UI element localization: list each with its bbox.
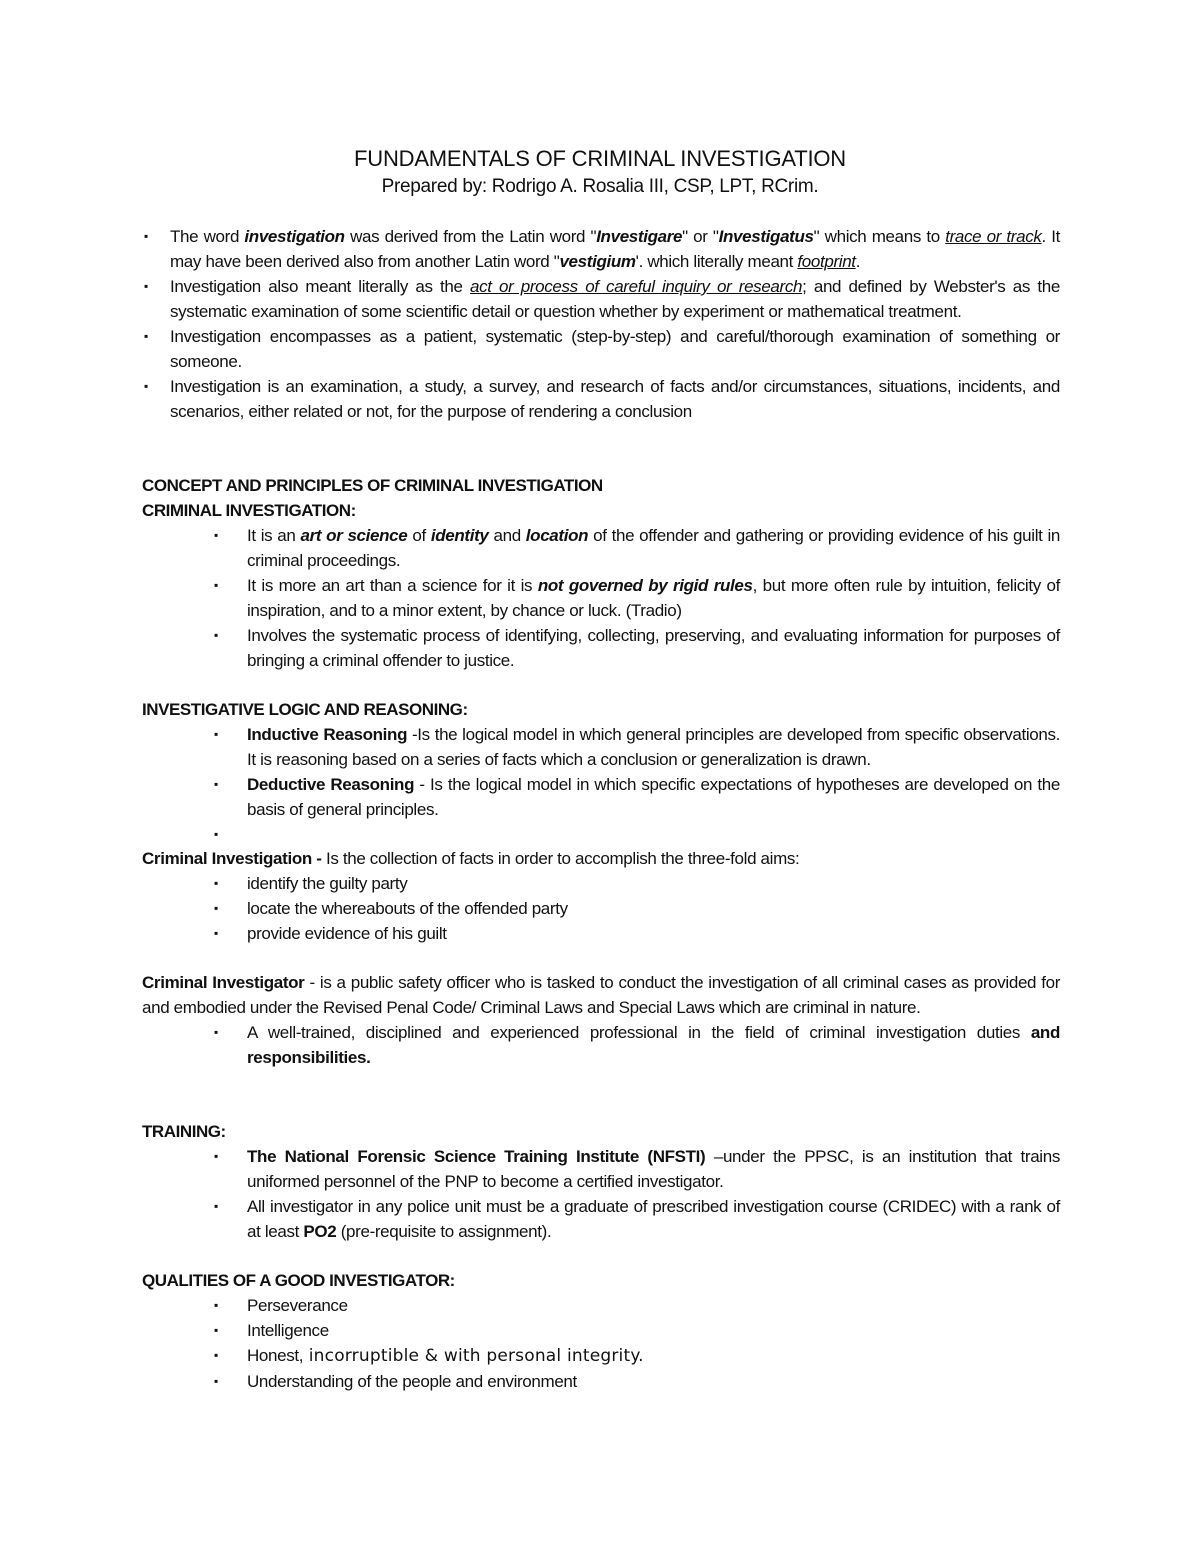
emphasis: investigation — [244, 227, 345, 246]
list-item — [142, 1343, 1060, 1369]
list-item — [142, 921, 1060, 946]
qualities-section — [142, 1268, 1060, 1394]
bullet-icon: ▪ — [214, 876, 218, 890]
emphasis: PO2 — [303, 1222, 337, 1241]
text: All investigator in any police unit must be a graduate of prescribed investigation course (CRIDEC) with a rank of at least — [247, 1197, 1060, 1241]
definition — [142, 846, 1060, 871]
term: The National Forensic Science Training Institute (NFSTI) — [247, 1147, 706, 1166]
bullet-icon: ▪ — [214, 628, 218, 642]
definition — [142, 970, 1060, 1020]
logic-section — [142, 697, 1060, 847]
document-title: FUNDAMENTALS OF CRIMINAL INVESTIGATION — [354, 146, 846, 171]
list-item — [142, 1020, 1060, 1070]
bullet-icon: ▪ — [214, 1025, 218, 1039]
bullet-icon: ▪ — [144, 229, 148, 243]
text: locate the whereabouts of the offended party — [247, 899, 568, 918]
bullet-icon: ▪ — [214, 727, 218, 741]
text: and — [488, 526, 526, 545]
text: , but more often rule by intuition, felicity of inspiration, and to a minor extent, by chance or luck. (Tradio) — [247, 576, 1061, 620]
text: was derived from the Latin word " — [344, 227, 597, 246]
list-item — [142, 224, 1060, 274]
bullet-icon: ▪ — [214, 777, 218, 791]
bullet-icon: ▪ — [214, 578, 218, 592]
bullet-icon: ▪ — [214, 1199, 218, 1213]
emphasis: identity — [430, 526, 489, 545]
text: - Is the logical model in which specific expectations of hypotheses are developed on the basis of general principles. — [247, 775, 1060, 819]
text: . — [855, 252, 861, 271]
term: Criminal Investigator — [142, 973, 305, 992]
list-item — [142, 573, 1060, 623]
bullet-icon: ▪ — [214, 901, 218, 915]
list-item — [142, 1194, 1060, 1244]
concept-section — [142, 473, 1060, 673]
text: '. which literally meant — [635, 252, 798, 271]
text: It is an — [247, 526, 301, 545]
underlined-text: trace or track — [945, 227, 1042, 246]
empty-list-item — [142, 822, 1060, 847]
bullet-icon: ▪ — [214, 528, 218, 542]
emphasis: Investigatus — [718, 227, 814, 246]
text: (pre-requisite to assignment). — [336, 1222, 552, 1241]
bullet-icon: ▪ — [144, 379, 148, 393]
training-section — [142, 1119, 1060, 1244]
section-heading: TRAINING: — [142, 1122, 226, 1141]
list-item — [142, 871, 1060, 896]
document-subtitle: Prepared by: Rodrigo A. Rosalia III, CSP, LPT, RCrim. — [381, 176, 819, 197]
text: " which means to — [813, 227, 946, 246]
text: Understanding of the people and environment — [247, 1372, 577, 1391]
list-item — [142, 722, 1060, 772]
emphasis: and responsibilities. — [247, 1023, 1060, 1067]
list-item — [142, 274, 1060, 324]
text: Investigation is an examination, a study, a survey, and research of facts and/or circumstances, situations, incidents, and scenarios, either related or not, for the purpose of rendering a conclusion — [170, 377, 1060, 421]
bullet-icon: ▪ — [214, 1323, 218, 1337]
bullet-icon: ▪ — [144, 329, 148, 343]
list-item — [142, 1369, 1060, 1394]
term: Criminal Investigation - — [142, 849, 326, 868]
text: Perseverance — [247, 1296, 348, 1315]
list-item — [142, 1293, 1060, 1318]
text: –under the PPSC, is an institution that trains uniformed personnel of the PNP to become a certified investigator. — [247, 1147, 1060, 1191]
intro-section — [142, 224, 1060, 424]
emphasis: Investigare — [596, 227, 683, 246]
bullet-icon: ▪ — [144, 279, 148, 293]
section-subheading: CRIMINAL INVESTIGATION: — [142, 501, 356, 520]
list-item — [142, 772, 1060, 822]
text: ; and defined by Webster's as the systematic examination of some scientific detail or question whether by experiment or mathematical treatment. — [170, 277, 1060, 321]
bullet-icon: ▪ — [214, 827, 218, 841]
text: The word — [170, 227, 245, 246]
text: identify the guilty party — [247, 874, 408, 893]
list-item — [142, 1318, 1060, 1343]
emphasis: art or science — [300, 526, 408, 545]
text: Is the collection of facts in order to accomplish the three-fold aims: — [325, 849, 800, 868]
list-item — [142, 896, 1060, 921]
text: . It may have been derived also from another Latin word " — [170, 227, 1060, 271]
emphasis: vestigium — [559, 252, 636, 271]
bullet-icon: ▪ — [214, 1298, 218, 1312]
bullet-icon: ▪ — [214, 1149, 218, 1163]
text: Involves the systematic process of identifying, collecting, preserving, and evaluating information for purposes of bringing a criminal offender to justice. — [247, 626, 1060, 670]
text: of the offender and gathering or providing evidence of his guilt in criminal proceedings. — [247, 526, 1061, 570]
bullet-icon: ▪ — [214, 1374, 218, 1388]
list-item — [142, 1144, 1060, 1194]
emphasis: location — [525, 526, 589, 545]
list-item — [142, 623, 1060, 673]
text: A well-trained, disciplined and experienced professional in the field of criminal investigation duties — [247, 1023, 1031, 1042]
section-heading: INVESTIGATIVE LOGIC AND REASONING: — [142, 700, 468, 719]
text: It is more an art than a science for it is — [247, 576, 538, 595]
list-item — [142, 374, 1060, 424]
bullet-icon: ▪ — [214, 1348, 218, 1362]
text: " or " — [682, 227, 719, 246]
list-item — [142, 324, 1060, 374]
list-item — [142, 523, 1060, 573]
text: -Is the logical model in which general principles are developed from specific observations. It is reasoning based on a series of facts which a conclusion or generalization is drawn. — [247, 725, 1060, 769]
text: of — [407, 526, 431, 545]
criminal-investigation-section — [142, 846, 1060, 946]
investigator-section — [142, 970, 1060, 1070]
section-heading: QUALITIES OF A GOOD INVESTIGATOR: — [142, 1271, 455, 1290]
term: Deductive Reasoning — [247, 775, 415, 794]
section-heading: CONCEPT AND PRINCIPLES OF CRIMINAL INVESTIGATION — [142, 476, 603, 495]
term: Inductive Reasoning — [247, 725, 408, 744]
underlined-text: act or process of careful inquiry or research — [469, 277, 803, 296]
bullet-icon: ▪ — [214, 926, 218, 940]
text: Investigation also meant literally as the — [170, 277, 470, 296]
underlined-text: footprint — [797, 252, 856, 271]
text: Honest, — [247, 1346, 304, 1365]
text: incorruptible & with personal integrity. — [303, 1346, 644, 1366]
text: Investigation encompasses as a patient, systematic (step-by-step) and careful/thorough examination of something or someone. — [170, 327, 1060, 371]
text: - is a public safety officer who is tasked to conduct the investigation of all criminal cases as provided for and embodied under the Revised Penal Code/ Criminal Laws and Special Laws which are criminal in nature. — [142, 973, 1061, 1017]
emphasis: not governed by rigid rules — [537, 576, 753, 595]
text: provide evidence of his guilt — [247, 924, 447, 943]
text: Intelligence — [247, 1321, 329, 1340]
